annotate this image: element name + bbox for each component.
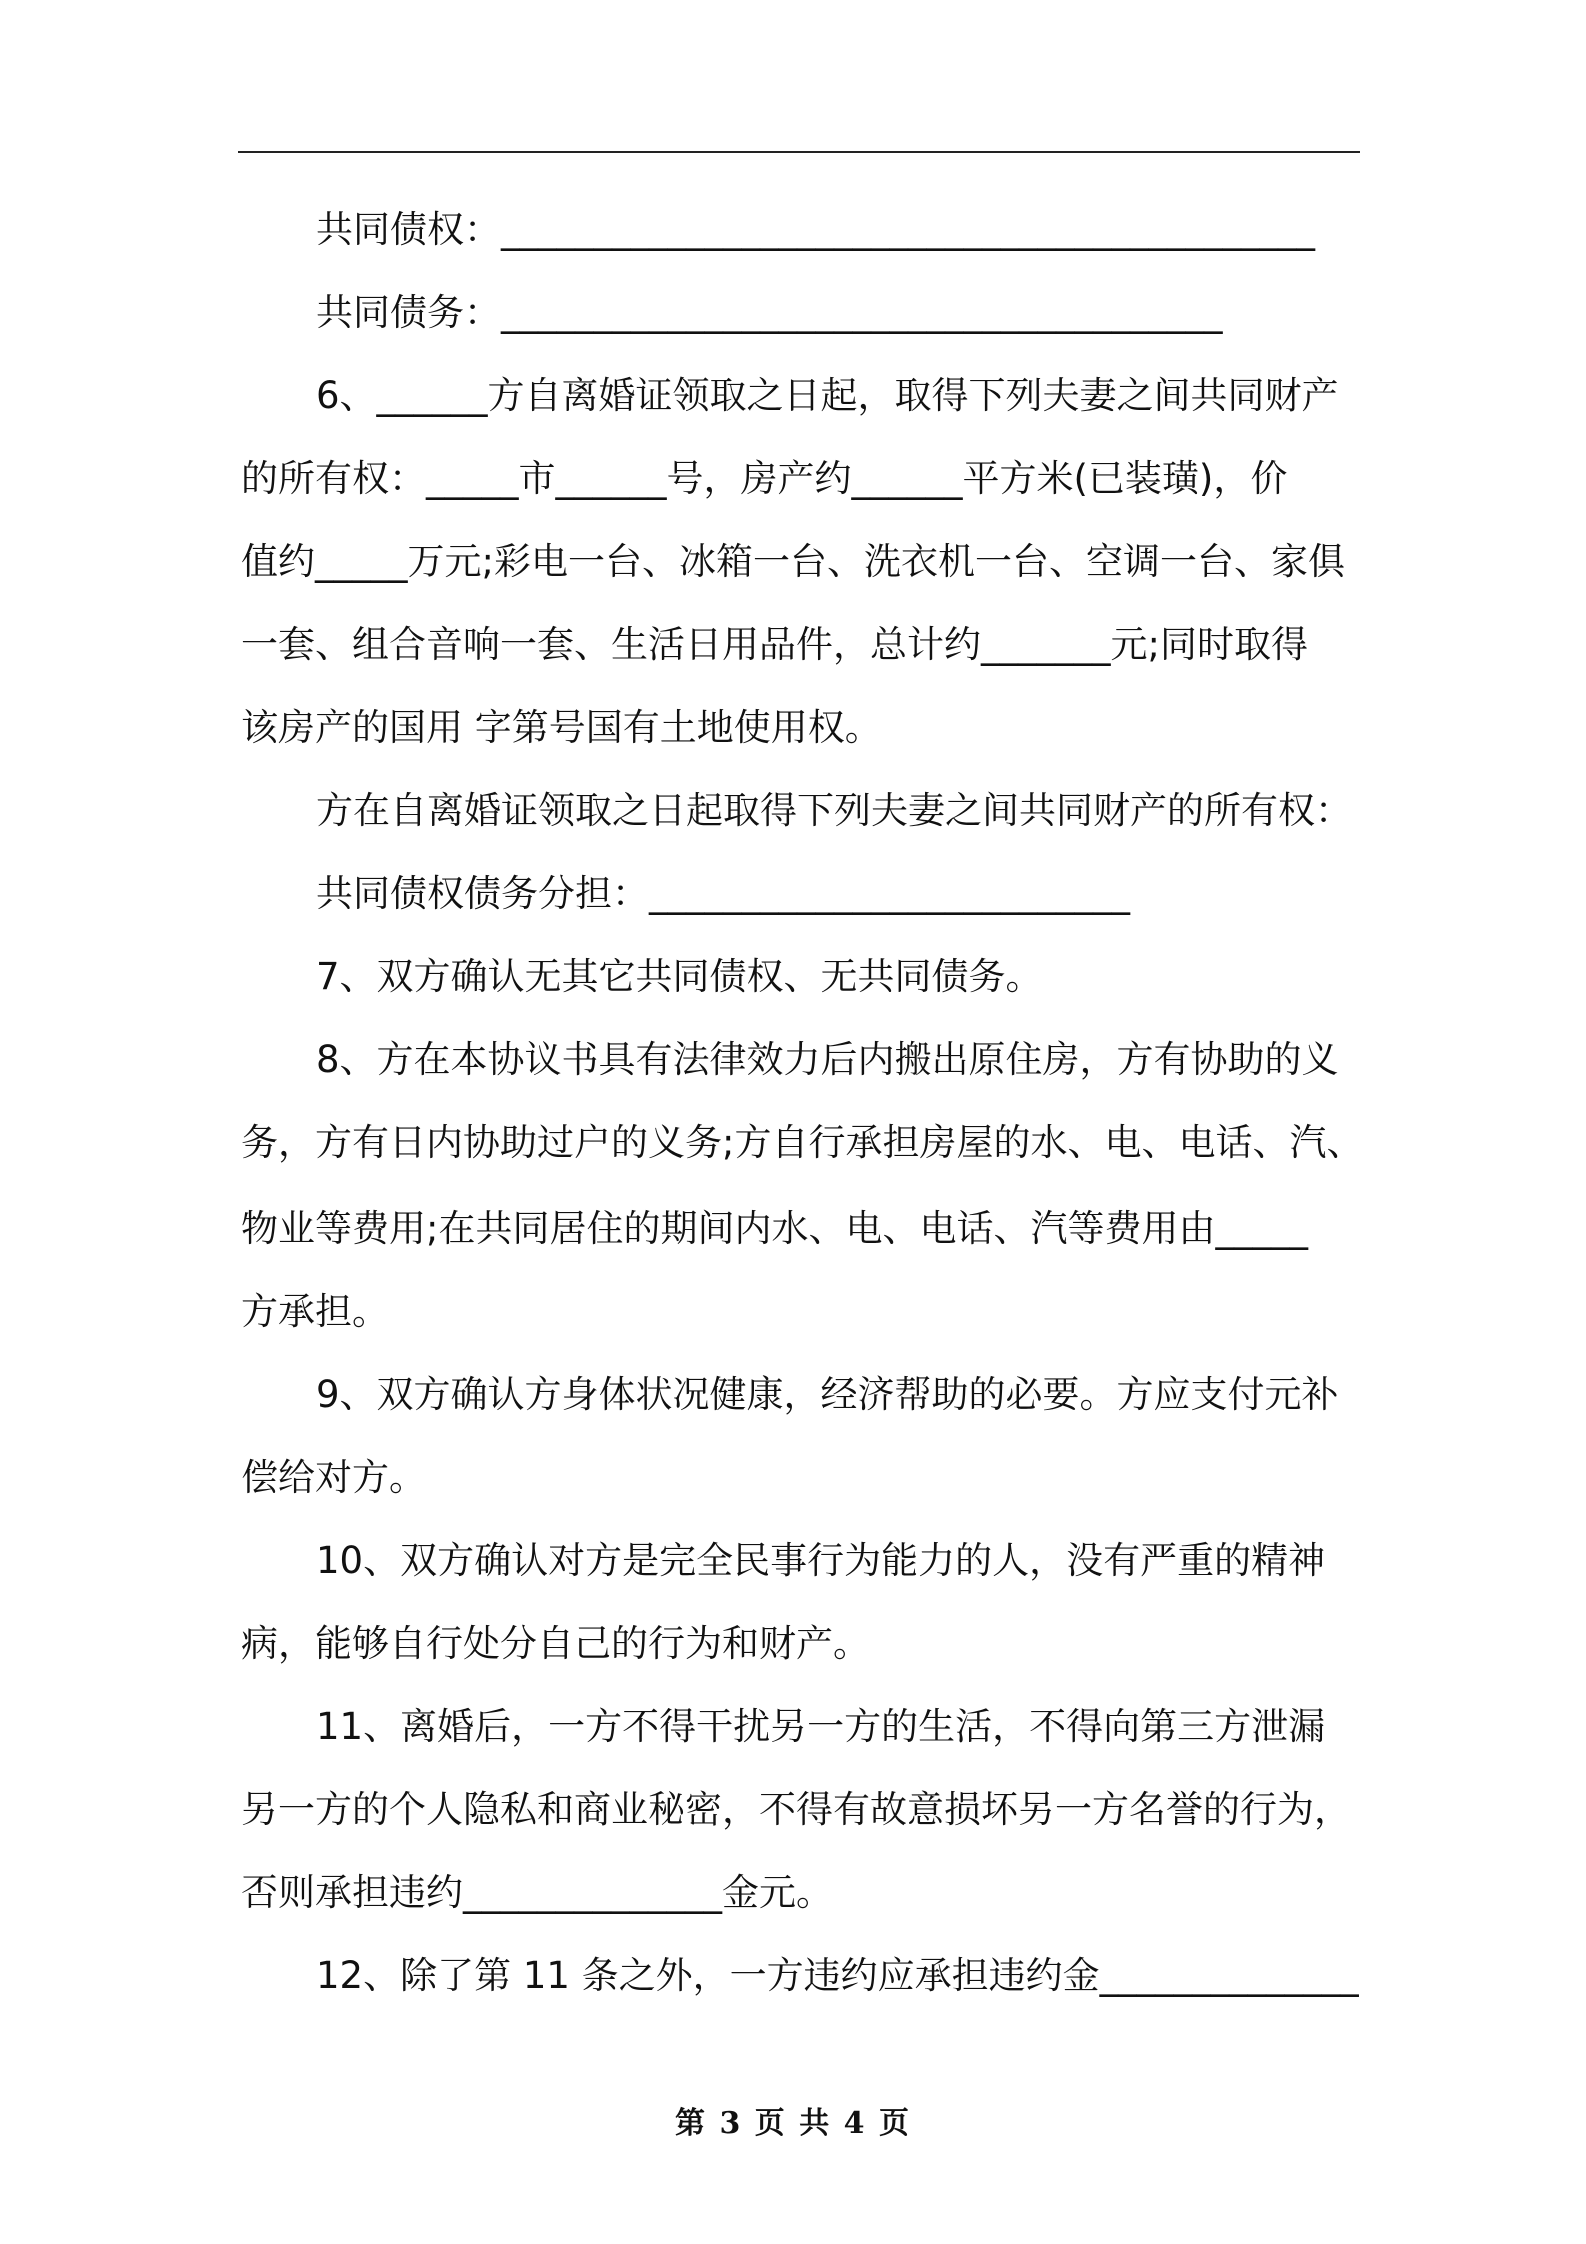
line-joint-debts: 共同债务：_______________________________________ xyxy=(316,291,1223,334)
page-number-footer: 第 3 页 共 4 页 xyxy=(675,2106,911,2141)
clause-8-line-3: 物业等费用;在共同居住的期间内水、电、电话、汽等费用由_____ xyxy=(241,1207,1308,1250)
line-other-party-ownership: 方在自离婚证领取之日起取得下列夫妻之间共同财产的所有权： xyxy=(316,789,1352,832)
clause-8-line-1: 8、方在本协议书具有法律效力后内搬出原住房，方有协助的义 xyxy=(316,1038,1339,1081)
header-divider xyxy=(238,151,1360,153)
clause-6-line-4: 一套、组合音响一套、生活日用品件，总计约_______元;同时取得 xyxy=(241,623,1308,666)
line-joint-creditor-rights: 共同债权：____________________________________________ xyxy=(316,208,1315,251)
clause-11-line-2: 另一方的个人隐私和商业秘密，不得有故意损坏另一方名誉的行为， xyxy=(241,1788,1351,1831)
document-body xyxy=(241,200,1364,2029)
clause-8-line-4: 方承担。 xyxy=(241,1290,389,1333)
clause-6-line-3: 值约_____万元;彩电一台、冰箱一台、洗衣机一台、空调一台、家俱 xyxy=(241,540,1345,583)
clause-11-line-1: 11、离婚后，一方不得干扰另一方的生活，不得向第三方泄漏 xyxy=(316,1705,1326,1748)
clause-8-line-2: 务，方有日内协助过户的义务;方自行承担房屋的水、电、电话、汽、 xyxy=(241,1121,1364,1164)
clause-6-line-1: 6、______方自离婚证领取之日起，取得下列夫妻之间共同财产 xyxy=(316,374,1339,417)
clause-9-line-2: 偿给对方。 xyxy=(241,1456,426,1499)
clause-10-line-1: 10、双方确认对方是完全民事行为能力的人，没有严重的精神 xyxy=(316,1539,1326,1582)
line-debt-sharing: 共同债权债务分担：__________________________ xyxy=(316,872,1130,915)
clause-7: 7、双方确认无其它共同债权、无共同债务。 xyxy=(316,955,1043,998)
clause-10-line-2: 病，能够自行处分自己的行为和财产。 xyxy=(241,1622,870,1665)
clause-6-line-2: 的所有权：_____市______号，房产约______平方米(已装璜)，价 xyxy=(241,457,1288,500)
clause-6-line-5: 该房产的国用 字第号国有土地使用权。 xyxy=(241,706,882,749)
clause-9-line-1: 9、双方确认方身体状况健康，经济帮助的必要。方应支付元补 xyxy=(316,1373,1339,1416)
clause-12-line-1: 12、除了第 11 条之外，一方违约应承担违约金______________ xyxy=(316,1954,1359,1997)
clause-11-line-3: 否则承担违约______________金元。 xyxy=(241,1871,833,1914)
